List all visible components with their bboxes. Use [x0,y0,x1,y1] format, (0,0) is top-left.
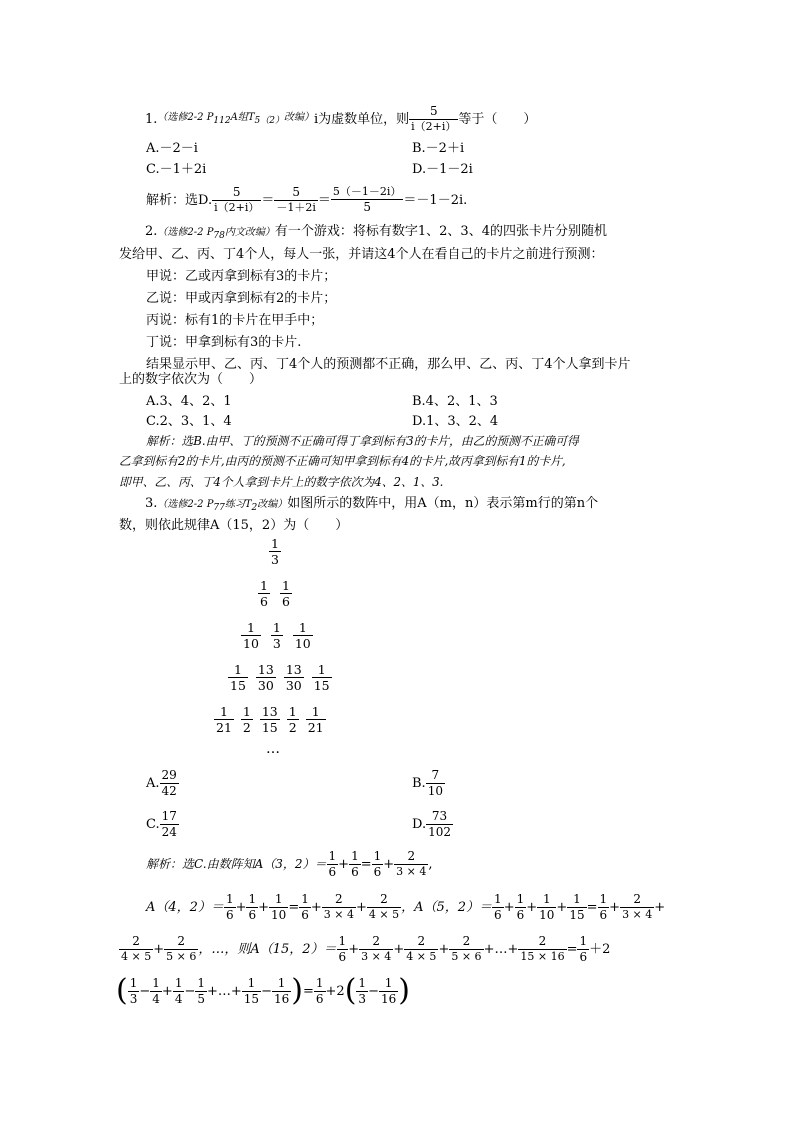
cell-den: 2 [288,720,297,736]
q3-number: 3. [145,496,158,511]
q1-frac-den: i（2+i） [411,120,457,134]
frac-den: 4 × 5 [368,908,400,922]
q2-line1-text: 有一个游戏：将标有数字1、2、3、4的四张卡片分别随机 [274,224,607,239]
frac [272,977,291,1005]
frac-num: 2 [538,934,547,949]
frac-num: 2 [380,892,388,907]
plus: + [438,941,450,957]
frac-den: 10 [539,907,555,922]
frac-num: 1 [225,891,234,906]
frac-num: 2 [132,934,140,949]
frac-den: 4 [152,991,160,1006]
q3-option-c-den: 24 [161,824,177,839]
q1-stem-a: i为虚数单位，则 [313,111,410,127]
frac [128,977,140,1005]
frac-den: 3 × 4 [622,908,653,922]
q2-source [157,227,275,241]
q2-jia: 甲说：乙或丙拿到标有3的卡片； [146,269,337,284]
frac [195,977,207,1005]
frac-den: 6 [516,907,525,922]
q3-option-a-frac [160,769,179,797]
frac [515,893,527,921]
q2-solution-2: 乙拿到标有2的卡片,由丙的预测不正确可知甲拿到标有4的卡片,故丙拿到标有1的卡片, [119,454,566,468]
q3-solution-2 [146,889,665,925]
frac-den: 15 × 16 [520,950,565,964]
q3-sol-then: ，…，则A（15，2）＝ [198,941,337,957]
q3-option-c-num: 17 [161,808,177,823]
q3-option-a-den: 42 [161,783,177,798]
frac-num: 1 [247,975,256,990]
frac-num: 1 [579,933,588,948]
q1-source-a: （选修2-2 P [157,111,214,123]
q3-option-c [146,806,179,842]
cell-num: 1 [281,578,290,593]
q1-source [157,113,314,126]
q3-source-sub2: 2 [251,503,258,513]
q1-sol-frac3 [331,186,404,213]
q3-source-sub: 77 [213,503,225,513]
frac-num: 2 [372,934,381,949]
frac-num: 1 [373,848,382,863]
cell-num: 1 [288,704,297,719]
cell-num: 1 [272,620,281,635]
q1-source-end: 改编） [283,111,314,123]
q3-line1 [145,497,598,513]
cell-num: 1 [260,578,268,593]
q2-result1: 结果显示甲、乙、丙、丁4个人的预测都不正确，那么甲、乙、丙、丁4个人拿到卡片 [146,357,631,372]
frac-num: 2 [417,934,426,949]
frac [404,935,438,962]
frac [314,977,326,1005]
triangle-row-5 [214,705,326,734]
plus-two: +2 [325,983,345,999]
frac-den: 3 [358,991,367,1006]
q3-option-c-frac [160,810,179,838]
frac-num: 1 [197,975,205,990]
plus: + [609,899,621,915]
plus: + [310,899,322,915]
plus: + [383,856,395,872]
q2-yi: 乙说：甲或丙拿到标有2的卡片； [146,291,337,306]
frac-den: 15 [243,991,260,1006]
frac-den: 6 [315,991,324,1006]
q3-line2: 数，则依此规律A（15，2）为（ ） [119,518,349,533]
q1-frac-num: 5 [429,104,438,119]
triangle-cell [260,705,280,734]
triangle-row-1 [269,537,281,566]
right-paren: ) [398,973,410,1008]
frac-den: 4 [174,991,183,1006]
frac [269,893,288,921]
frac [537,893,556,921]
q3-source-end: 改编） [257,499,288,510]
plus: + [153,941,165,957]
frac-num: 1 [542,891,551,906]
triangle-cell [269,537,281,566]
q2-bing: 丙说：标有1的卡片在甲手中； [146,313,324,328]
cell-den: 15 [313,678,330,694]
q3-option-a-label: A. [146,775,160,791]
frac-num: 2 [462,934,471,949]
q3-solution-3 [119,931,610,967]
plus: + [258,899,270,915]
q1-number: 1. [145,111,158,127]
equals: = [302,983,314,999]
cell-den: 10 [294,636,311,652]
q2-line2: 发给甲、乙、丙、丁4个人，每人一张，并请这4个人在看自己的卡片之前进行预测： [119,247,604,262]
frac [620,893,654,920]
q3-source [157,499,288,513]
equals: = [360,856,372,872]
q2-source-a: （选修2-2 P [157,227,214,238]
q2-option-d: D.1、3、2、4 [412,414,499,429]
cell-den: 15 [230,678,246,694]
frac-den: 6 [351,864,359,879]
frac-den: 6 [373,864,382,879]
q1-sol-frac1 [212,186,261,213]
frac-num: 1 [129,975,138,990]
frac [224,893,236,921]
frac-den: 6 [301,907,309,922]
cell-num: 1 [298,620,307,635]
plus: + [348,941,360,957]
q3-option-d-frac [426,810,453,838]
frac-den: 16 [273,991,290,1006]
q2-result2: 上的数字依次为（ ） [119,372,263,387]
q1-sol-end: ＝－1－2i. [403,192,468,208]
q3-source-a: （选修2-2 P [157,499,214,510]
frac [164,935,198,962]
cell-num: 1 [311,704,320,719]
frac-num: 2 [407,849,416,864]
frac [337,935,349,963]
plus: + [393,941,405,957]
frac [379,977,398,1005]
triangle-cell [241,621,261,650]
cell-den: 30 [285,678,302,694]
q1-source-sub2: 5（2） [254,115,284,126]
triangle-row-3 [241,621,313,650]
frac [492,893,504,921]
frac-num: 1 [599,891,608,906]
frac-den: 16 [380,991,397,1006]
cell-den: 6 [281,594,290,610]
frac-den: 6 [248,907,257,922]
q1-sol-frac2 [274,186,318,213]
triangle-cell [241,705,253,734]
q1-stem [145,104,536,134]
q1-sol-eq1: ＝ [261,192,275,208]
plus: + [235,899,247,915]
q2-solution-3: 即甲、乙、丙、丁4个人拿到卡片上的数字依次为4、2、1、3. [119,475,444,489]
frac [322,893,356,920]
frac-num: 2 [335,892,343,907]
frac [449,935,483,962]
frac-den: 6 [599,907,608,922]
q1-sol-frac1-den: i（2+i） [214,201,260,215]
q3-solution-1 [146,846,433,882]
q3-option-c-label: C. [146,816,160,832]
frac-num: 1 [573,891,581,906]
triangle-row-4 [228,663,332,692]
plus: + [526,899,538,915]
frac [242,977,261,1005]
q3-sol-a4: A（4，2）＝ [146,899,224,915]
plus-dots: +…+ [207,983,242,999]
triangle-cell [214,705,234,734]
left-paren: ( [116,973,128,1008]
frac-num: 1 [301,891,309,906]
q2-option-a: A.3、4、2、1 [146,394,232,409]
frac-num: 1 [174,975,183,990]
frac-num: 2 [177,934,186,949]
q1-sol-frac3-den: 5 [331,199,404,214]
q1-source-sub: 112 [213,115,231,126]
frac-num: 1 [277,975,286,990]
q3-line1-text: 如图所示的数阵中，用A（m，n）表示第m行的第n个 [287,496,599,511]
plus: + [355,899,367,915]
plus: + [654,899,666,915]
q3-sol-cont: ＋2 [589,941,611,957]
cell-num: 13 [257,662,274,677]
minus: − [261,983,272,999]
frac [394,850,428,877]
equals: = [586,899,598,915]
frac-den: 3 × 4 [323,908,354,922]
triangle-cell [312,663,332,692]
plus: + [503,899,515,915]
frac-den: 6 [338,949,347,964]
left-paren: ( [344,973,357,1008]
q3-option-b-label: B. [412,775,426,791]
frac-den: 5 × 6 [451,950,482,964]
triangle-cell [306,705,326,734]
frac-den: 4 × 5 [406,950,437,964]
cell-num: 13 [285,662,302,677]
frac-den: 5 × 6 [166,950,197,964]
q2-source-end: 内文改编） [224,227,275,238]
frac [327,850,339,878]
frac [299,893,311,921]
q2-line1 [145,225,607,241]
q1-stem-b: 等于（ ） [458,111,537,127]
frac-den: 6 [579,949,588,964]
frac [150,977,162,1005]
cell-den: 6 [260,594,268,610]
cell-num: 1 [233,662,242,677]
q1-sol-frac1-num: 5 [232,185,241,200]
cell-den: 21 [216,720,232,736]
cell-num: 1 [271,536,279,551]
frac-den: 6 [328,864,337,879]
frac [349,850,361,878]
right-paren: ) [291,973,303,1008]
frac-num: 1 [494,891,502,906]
minus: − [184,983,196,999]
frac-den: 3 × 4 [396,865,427,879]
triangle-cell [258,579,270,608]
frac-den: 3 × 4 [361,950,392,964]
frac [246,893,258,921]
q3-option-b-den: 10 [427,783,443,798]
q2-source-sub: 78 [213,231,225,241]
q1-option-a: A.－2－i [146,141,198,156]
frac-den: 15 [569,907,585,922]
q3-option-b-frac [426,769,445,797]
q1-sol-intro: 解析：选D. [146,192,213,208]
frac-den: 6 [225,907,234,922]
q3-option-a-num: 29 [161,767,177,782]
plus: + [161,983,173,999]
q2-option-b: B.4、2、1、3 [412,394,498,409]
cell-den: 2 [242,720,251,736]
cell-den: 21 [307,720,324,736]
comma: , [428,856,433,872]
frac [173,977,185,1005]
frac-den: 10 [271,907,287,922]
cell-den: 3 [271,552,279,568]
triangle-cell [271,621,283,650]
cell-num: 1 [246,620,255,635]
q3-option-d-label: D. [412,816,427,832]
triangle-cell [228,663,248,692]
q3-source-mid: 练习T [224,499,252,510]
q1-option-d: D.－1－2i [412,162,473,177]
frac-den: 5 [197,991,205,1006]
frac-num: 1 [248,891,257,906]
frac-num: 1 [315,975,324,990]
triangle-cell [293,621,313,650]
cell-den: 10 [243,636,259,652]
q2-solution-1: 解析：选B.由甲、丁的预测不正确可得丁拿到标有3的卡片，由乙的预测不正确可得 [146,434,579,448]
frac [577,935,589,963]
cell-num: 13 [261,704,278,719]
q2-number: 2. [145,224,158,239]
minus: − [368,983,379,999]
q3-option-d [412,806,453,842]
q3-sol-intro: 解析：选C.由数阵知A（3，2）＝ [146,857,327,871]
cell-num: 1 [317,662,326,677]
triangle-cell [280,579,292,608]
equals: = [288,899,300,915]
cell-num: 1 [219,704,228,719]
q1-sol-frac2-den: －1＋2i [276,201,316,215]
frac-den: 4 × 5 [121,950,152,964]
frac-den: 6 [494,907,502,922]
cell-num: 1 [242,704,251,719]
frac-num: 1 [351,848,359,863]
frac-den: 3 [129,991,138,1006]
q3-option-a [146,765,179,801]
q2-ding: 丁说：甲拿到标有3的卡片. [146,335,302,350]
frac-num: 1 [358,975,367,990]
q2-option-c: C.2、3、1、4 [146,414,232,429]
q1-fraction [409,105,458,132]
frac-num: 2 [633,892,641,907]
frac [119,935,153,962]
q3-option-b [412,765,445,801]
plus-dots: +…+ [483,941,519,957]
triangle-cell [256,663,276,692]
frac [598,893,610,921]
triangle-row-2 [258,579,292,608]
frac-num: 1 [516,891,525,906]
q1-source-mid: A组T [230,111,255,123]
triangle-cell [284,663,304,692]
frac [518,935,566,962]
cell-den: 30 [257,678,274,694]
frac [372,850,384,878]
q3-solution-4 [116,972,410,1010]
equals: = [566,941,578,957]
q3-sol-a5: ，A（5，2）＝ [401,899,493,915]
frac-num: 1 [274,891,283,906]
frac [356,977,368,1005]
frac-num: 1 [328,848,337,863]
q3-option-b-num: 7 [431,767,440,782]
plus: + [556,899,568,915]
q3-option-d-den: 102 [428,824,451,839]
q1-solution [146,182,467,218]
frac [359,935,393,962]
q1-option-c: C.－1＋2i [146,162,207,177]
q1-sol-frac3-num: 5（－1－2i） [332,185,402,199]
frac-num: 1 [338,933,347,948]
q3-option-d-num: 73 [431,808,448,823]
minus: − [139,983,151,999]
frac-num: 1 [152,975,160,990]
cell-den: 3 [272,636,281,652]
cell-den: 15 [261,720,278,736]
q1-option-b: B.－2＋i [412,141,465,156]
q1-sol-frac2-num: 5 [292,185,300,200]
q1-sol-eq2: ＝ [317,192,331,208]
plus: + [338,856,350,872]
frac [567,893,586,921]
frac-num: 1 [384,975,393,990]
triangle-cell [287,705,299,734]
triangle-ellipsis: … [266,741,280,757]
frac [367,893,401,920]
